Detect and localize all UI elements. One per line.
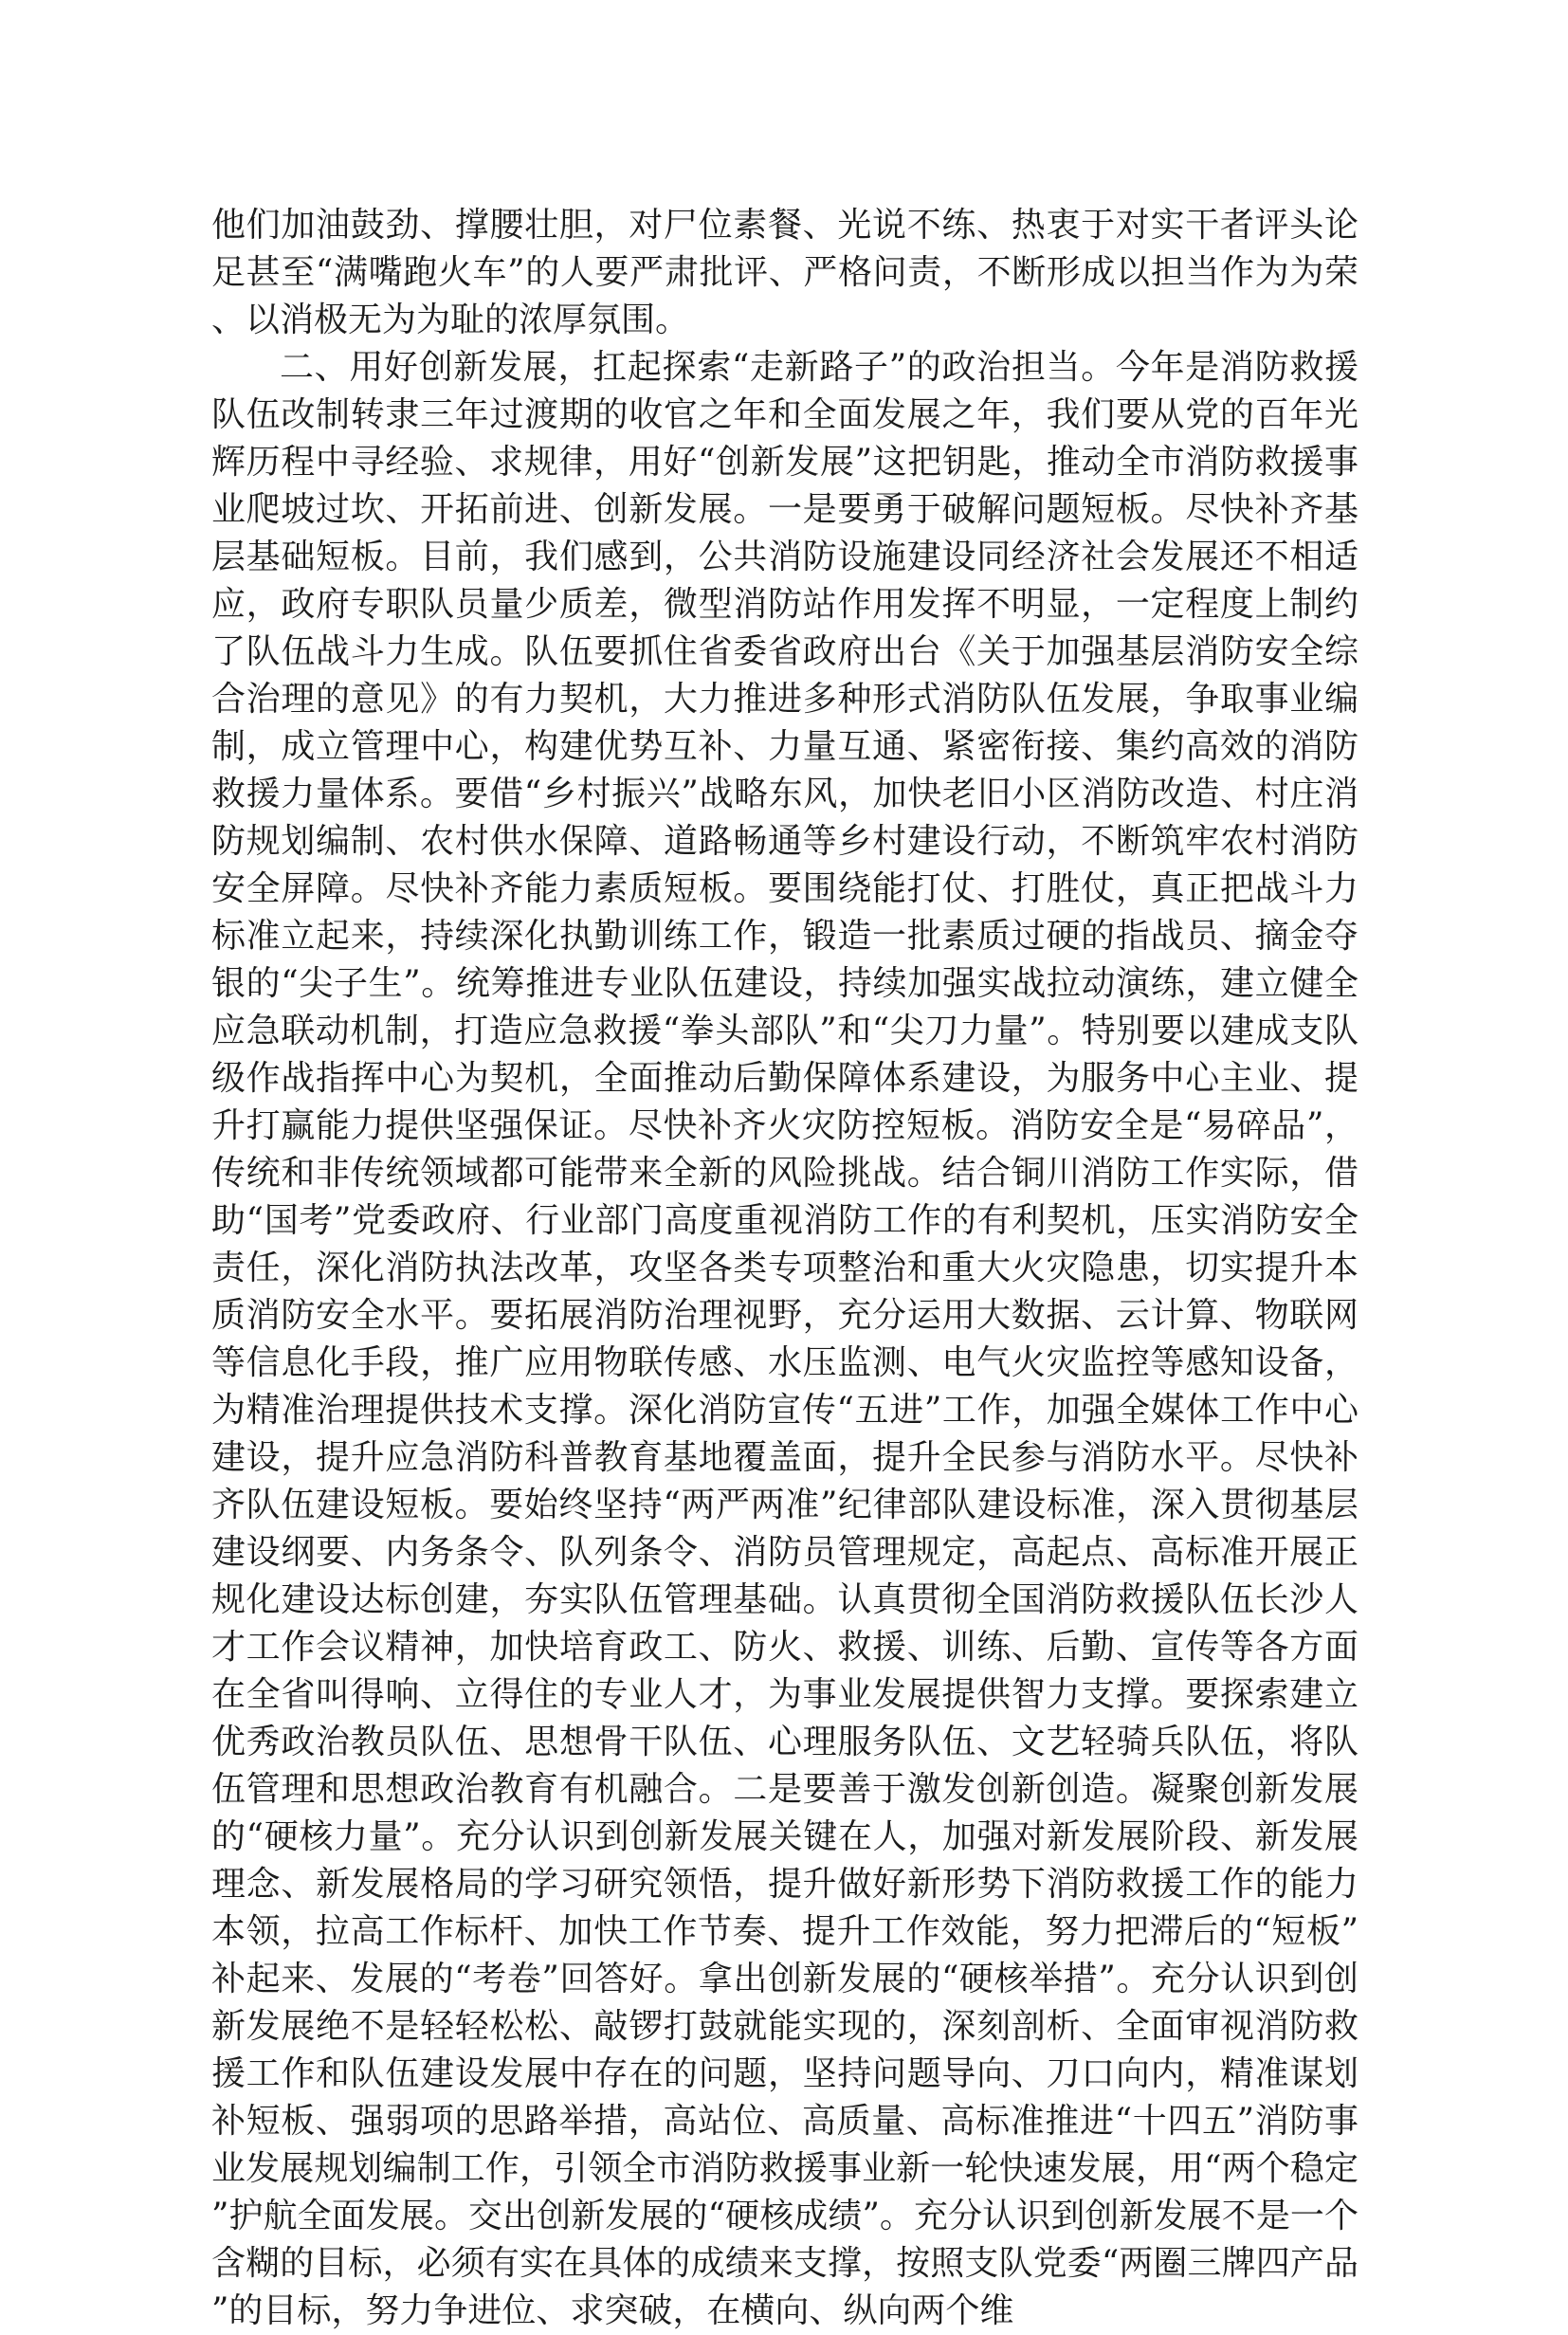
document-body (211, 202, 1358, 2335)
paragraph-innovation-development: 二、用好创新发展，扛起探索“走新路子”的政治担当。今年是消防救援队伍改制转隶三年过渡期的收官之年和全面发展之年，我们要从党的百年光辉历程中寻经验、求规律，用好“创新发展”这把钥匙，推动全市消防救援事业爬坡过坎、开拓前进、创新发展。一是要勇于破解问题短板。尽快补齐基层基础短板。目前，我们感到，公共消防设施建设同经济社会发展还不相适应，政府专职队员量少质差，微型消防站作用发挥不明显，一定程度上制约了队伍战斗力生成。队伍要抓住省委省政府出台《关于加强基层消防安全综合治理的意见》的有力契机，大力推进多种形式消防队伍发展，争取事业编制，成立管理中心，构建优势互补、力量互通、紧密衔接、集约高效的消防救援力量体系。要借“乡村振兴”战略东风，加快老旧小区消防改造、村庄消防规划编制、农村供水保障、道路畅通等乡村建设行动，不断筑牢农村消防安全屏障。尽快补齐能力素质短板。要围绕能打仗、打胜仗，真正把战斗力标准立起来，持续深化执勤训练工作，锻造一批素质过硬的指战员、摘金夺银的“尖子生”。统筹推进专业队伍建设，持续加强实战拉动演练，建立健全应急联动机制，打造应急救援“拳头部队”和“尖刀力量”。特别要以建成支队级作战指挥中心为契机，全面推动后勤保障体系建设，为服务中心主业、提升打赢能力提供坚强保证。尽快补齐火灾防控短板。消防安全是“易碎品”，传统和非传统领域都可能带来全新的风险挑战。结合铜川消防工作实际，借助“国考”党委政府、行业部门高度重视消防工作的有利契机，压实消防安全责任，深化消防执法改革，攻坚各类专项整治和重大火灾隐患，切实提升本质消防安全水平。要拓展消防治理视野，充分运用大数据、云计算、物联网等信息化手段，推广应用物联传感、水压监测、电气火灾监控等感知设备，为精准治理提供技术支撑。深化消防宣传“五进”工作，加强全媒体工作中心建设，提升应急消防科普教育基地覆盖面，提升全民参与消防水平。尽快补齐队伍建设短板。要始终坚持“两严两准”纪律部队建设标准，深入贯彻基层建设纲要、内务条令、队列条令、消防员管理规定，高起点、高标准开展正规化建设达标创建，夯实队伍管理基础。认真贯彻全国消防救援队伍长沙人才工作会议精神，加快培育政工、防火、救援、训练、后勤、宣传等各方面在全省叫得响、立得住的专业人才，为事业发展提供智力支撑。要探索建立优秀政治教员队伍、思想骨干队伍、心理服务队伍、文艺轻骑兵队伍，将队伍管理和思想政治教育有机融合。二是要善于激发创新创造。凝聚创新发展的“硬核力量”。充分认识到创新发展关键在人，加强对新发展阶段、新发展理念、新发展格局的学习研究领悟，提升做好新形势下消防救援工作的能力本领，拉高工作标杆、加快工作节奏、提升工作效能，努力把滞后的“短板”补起来、发展的“考卷”回答好。拿出创新发展的“硬核举措”。充分认识到创新发展绝不是轻轻松松、敲锣打鼓就能实现的，深刻剖析、全面审视消防救援工作和队伍建设发展中存在的问题，坚持问题导向、刀口向内，精准谋划补短板、强弱项的思路举措，高站位、高质量、高标准推进“十四五”消防事业发展规划编制工作，引领全市消防救援事业新一轮快速发展，用“两个稳定”护航全面发展。交出创新发展的“硬核成绩”。充分认识到创新发展不是一个含糊的目标，必须有实在具体的成绩来支撑，按照支队党委“两圈三牌四产品”的目标，努力争进位、求突破，在横向、纵向两个维 (211, 348, 1358, 2330)
paragraph-continuation: 他们加油鼓劲、撑腰壮胆，对尸位素餐、光说不练、热衷于对实干者评头论足甚至“满嘴跑火车”的人要严肃批评、严格问责，不断形成以担当作为为荣、以消极无为为耻的浓厚氛围。 (211, 206, 1358, 339)
